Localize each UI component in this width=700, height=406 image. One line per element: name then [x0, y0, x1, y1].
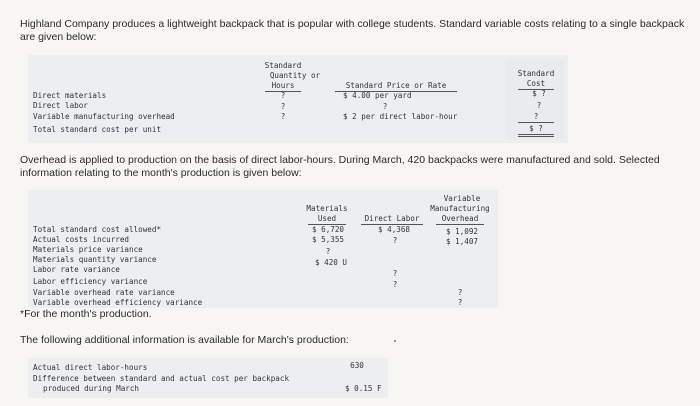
row-lab: ? [392, 236, 398, 245]
row-label: Total standard cost per unit [33, 125, 162, 134]
qty-header-line1: Standard [264, 61, 302, 70]
overhead-note: Overhead is applied to production on the basis of direct labor-hours. During March, 420 backpacks were manufactured and sold. Selected information relating to the month's production is given below: [20, 154, 660, 179]
cost-difference-value: $ 0.15 F [345, 384, 382, 393]
row-label: Materials price variance [33, 245, 143, 254]
row-lab: $ 4,368 [377, 225, 410, 234]
footnote: *For the month's production. [20, 308, 152, 320]
cost-difference-label-cont: produced during March [43, 384, 140, 393]
actual-labor-hours-value: 630 [350, 361, 364, 370]
row-label: Total standard cost allowed* [33, 225, 162, 234]
row-price: $ 2 per direct labor-hour [343, 112, 458, 121]
qty-header-line3: Hours [265, 81, 301, 92]
row-lab: ? [392, 280, 398, 289]
row-qty: ? [280, 102, 286, 111]
row-label: Variable manufacturing overhead [33, 112, 175, 121]
mat-header-line2: Used [308, 214, 346, 225]
price-header: Standard Price or Rate [335, 81, 457, 92]
row-label: Direct materials [33, 91, 107, 100]
dot-icon [394, 340, 396, 342]
row-label: Labor efficiency variance [33, 277, 148, 286]
row-mat: $ 6,720 [311, 225, 344, 234]
row-cost: $ ? [518, 124, 554, 137]
row-lab: ? [392, 269, 398, 278]
row-mat: ? [325, 247, 331, 256]
row-label: Variable overhead rate variance [33, 288, 175, 297]
row-label: Variable overhead efficiency variance [33, 298, 203, 307]
row-voh: $ 1,407 [445, 237, 478, 246]
voh-header-line1: Variable [443, 194, 481, 203]
row-voh: ? [457, 298, 463, 307]
cost-header-line1: Standard [517, 69, 555, 78]
row-label: Labor rate variance [33, 265, 120, 274]
row-price: ? [382, 102, 388, 111]
row-label: Materials quantity variance [33, 255, 157, 264]
row-mat: $ 5,355 [311, 235, 344, 244]
lab-header: Direct Labor [361, 214, 423, 225]
row-voh: $ 1,092 [445, 227, 478, 236]
additional-intro: The following additional information is available for March's production: [20, 334, 349, 346]
row-label: Direct labor [33, 101, 88, 110]
row-qty: ? [280, 91, 286, 100]
intro-paragraph: Highland Company produces a lightweight backpack that is popular with college students. Standard variable costs relating to a single backpack are given below: [20, 18, 685, 43]
mat-header-line1: Materials [306, 204, 348, 213]
qty-header-line2: Quantity or [269, 71, 321, 80]
row-label: Actual costs incurred [33, 235, 130, 244]
voh-header-line2: Manufacturing [430, 204, 490, 213]
row-voh: ? [457, 288, 463, 297]
row-cost: ? [536, 101, 542, 110]
row-cost: $ ? [532, 89, 546, 98]
actual-labor-hours-label: Actual direct labor-hours [33, 363, 148, 372]
cost-header-line2: Cost [518, 79, 554, 90]
row-qty: ? [280, 112, 286, 121]
voh-header-line3: Overhead [436, 214, 484, 225]
row-cost: ? [518, 112, 554, 123]
cost-difference-label: Difference between standard and actual cost per backpack [33, 374, 290, 383]
row-price: $ 4.00 per yard [343, 91, 412, 100]
row-mat: $ 420 U [314, 258, 347, 267]
